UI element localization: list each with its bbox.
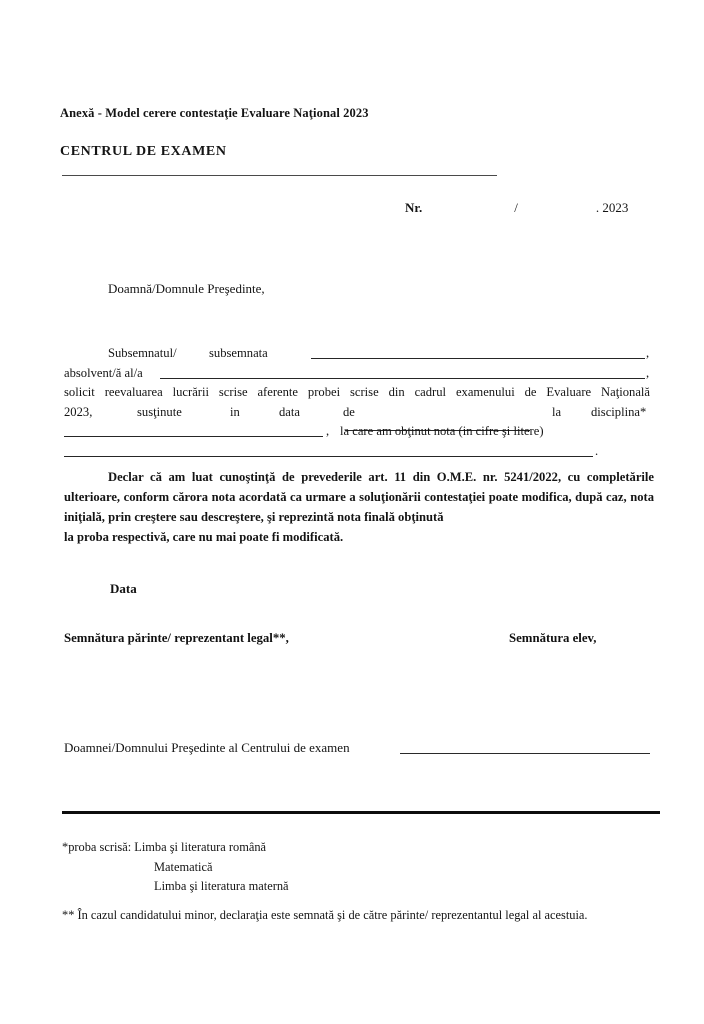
nr-separator: / — [514, 200, 518, 215]
request-body — [64, 344, 650, 461]
absolvent-label: absolvent/ă al/a — [64, 365, 143, 380]
footnote-subjects-line-3: Limba şi literatura maternă — [154, 879, 289, 893]
declaration-paragraph-2: la proba respectivă, care nu mai poate fi modificată. — [64, 530, 344, 544]
nr-year: . 2023 — [595, 200, 629, 215]
grade-fill-field[interactable] — [64, 442, 593, 457]
addressee-fill-line[interactable] — [400, 753, 650, 754]
de-label: de — [343, 404, 355, 419]
footnote-separator — [62, 811, 660, 814]
subsemnatul-label: Subsemnatul/ — [108, 346, 177, 360]
la-label: la — [552, 404, 562, 419]
sustinute-label: susţinute — [137, 404, 182, 419]
declaration-paragraph-1: Declar că am luat cunoştinţă de prevederile art. 11 din O.M.E. nr. 5241/2022, cu completările ulterioare, conform cărora nota acordată ca urmare a soluţionării contestaţiei poate modifica, după caz, nota iniţială, prin creştere sau descreştere, şi reprezintă nota finală obţinută — [64, 470, 654, 524]
form-row-subject-grade — [64, 422, 650, 442]
form-row-name — [64, 344, 650, 364]
subsemnata-label: subsemnata — [209, 346, 268, 360]
data-word-label: data — [279, 404, 300, 419]
footnote-subjects-line-2: Matematică — [154, 859, 213, 874]
form-row-school — [64, 364, 650, 384]
student-signature-label: Semnătura elev, — [509, 631, 597, 645]
form-row-date — [64, 403, 650, 423]
disciplina-label: disciplina* — [591, 404, 647, 419]
addressee-label: Doamnei/Domnului Preşedinte al Centrului de examen — [64, 740, 350, 755]
request-sentence: solicit reevaluarea lucrării scrise aferente probei scrise din cadrul examenului de Evaluare Naţională — [64, 385, 650, 399]
salutation: Doamnă/Domnule Preşedinte, — [108, 281, 265, 296]
grade-fill-period: . — [595, 443, 599, 458]
name-fill-field[interactable] — [311, 344, 645, 359]
date-label: Data — [110, 581, 137, 596]
school-fill-comma: , — [646, 365, 650, 380]
name-fill-comma: , — [646, 346, 650, 360]
page-title: Anexă - Model cerere contestaţie Evaluare Naţional 2023 — [60, 106, 369, 120]
in-label: in — [230, 404, 240, 419]
exam-center-fill-line — [62, 175, 497, 176]
subject-fill-field[interactable] — [64, 422, 323, 437]
footnote-minor-candidate: ** În cazul candidatului minor, declaraţia este semnată şi de către părinte/ reprezentantul legal al acestuia. — [62, 908, 588, 922]
subject-fill-comma: , — [326, 424, 330, 438]
exam-year: 2023, — [64, 404, 93, 419]
exam-center-label: CENTRUL DE EXAMEN — [60, 144, 227, 159]
school-fill-field[interactable] — [160, 364, 645, 379]
parent-signature-label: Semnătura părinte/ reprezentant legal**, — [64, 631, 289, 645]
footnote-subjects-line-1: *proba scrisă: Limba şi literatura română — [62, 840, 267, 854]
footnote-subjects — [62, 838, 289, 897]
declaration-block — [64, 467, 654, 547]
nr-label: Nr. — [405, 200, 423, 215]
registration-number-row — [405, 200, 665, 216]
form-row-grade-fill — [64, 442, 650, 462]
grade-instruction-text: la care am obţinut nota (in cifre şi litere) — [340, 424, 544, 438]
form-row-request — [64, 383, 650, 403]
